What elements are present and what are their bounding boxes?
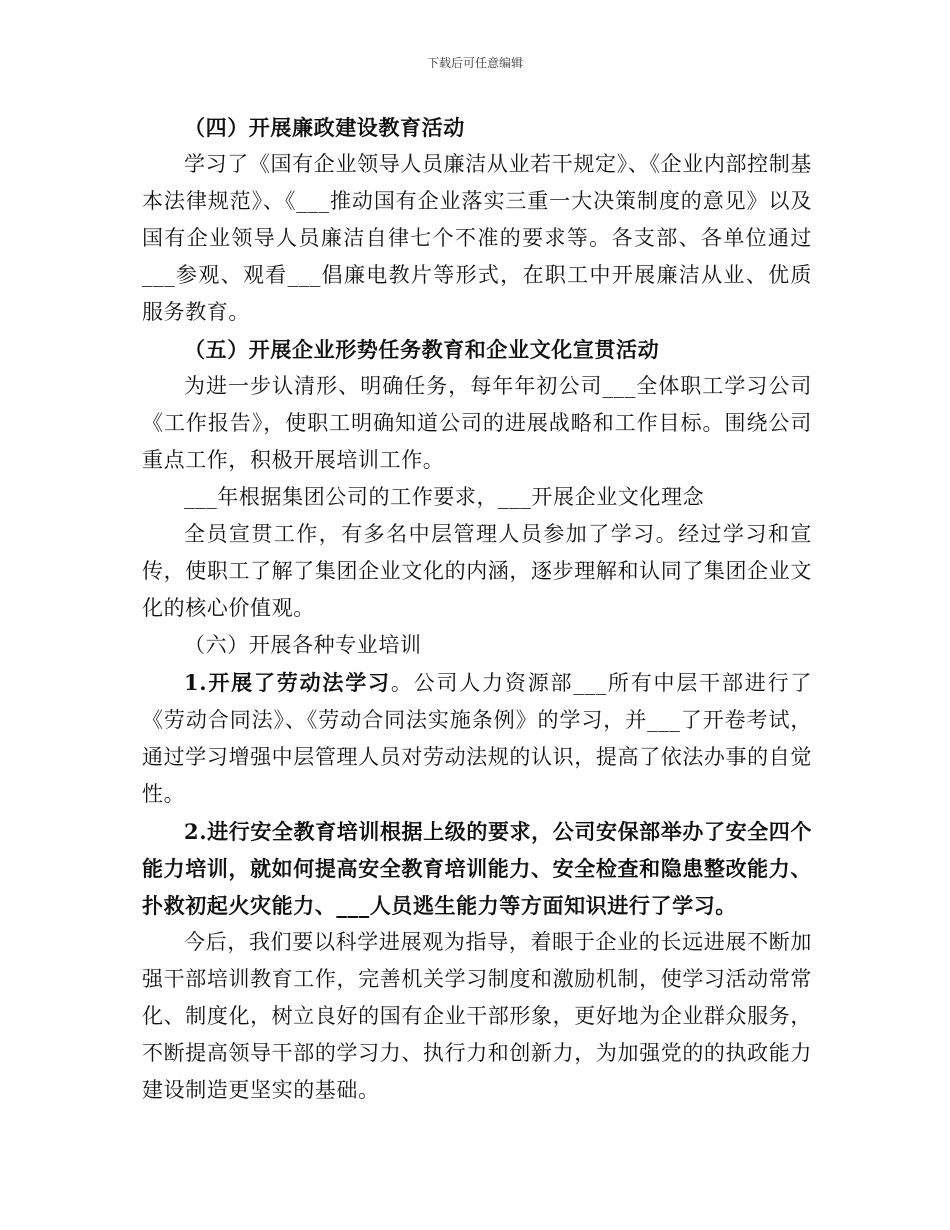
- section-5-paragraph-1: 为进一步认清形、明确任务，每年年初公司___全体职工学习公司《工作报告》，使职工明确知道公司的进展战略和工作目标。围绕公司重点工作，积极开展培训工作。: [142, 374, 812, 472]
- item-1-title: 1.开展了劳动法学习: [184, 670, 391, 695]
- section-heading-5: （五）开展企业形势任务教育和企业文化宣贯活动: [184, 337, 660, 362]
- section-6-item-1: [142, 664, 812, 813]
- closing-paragraph: 今后，我们要以科学进展观为指导，着眼于企业的长远进展不断加强干部培训教育工作，完善机关学习制度和激励机制，使学习活动常常化、制度化，树立良好的国有企业干部形象，更好地为企业群众服务，不断提高领导干部的学习力、执行力和创新力，为加强党的的执政能力建设制造更坚实的基础。: [142, 930, 812, 1102]
- document-body: [142, 109, 812, 1109]
- section-6-item-2: 2.进行安全教育培训根据上级的要求，公司安保部举办了安全四个能力培训，就如何提高安全教育培训能力、安全检查和隐患整改能力、扑救初起火灾能力、___人员逃生能力等方面知识进行了学习。: [142, 819, 812, 918]
- section-heading-6: （六）开展各种专业培训: [184, 633, 422, 657]
- page-header: 下载后可任意编辑: [426, 56, 523, 70]
- section-heading-4: （四）开展廉政建设教育活动: [184, 115, 465, 140]
- item-1-text: 。公司人力资源部___所有中层干部进行了《劳动合同法》、《劳动合同法实施条例》的学习，并___了开卷考试，通过学习增强中层管理人员对劳动法规的认识，提高了依法办事的自觉性。: [142, 671, 812, 806]
- section-5-paragraph-3: 全员宣贯工作，有多名中层管理人员参加了学习。经过学习和宣传，使职工了解了集团企业文化的内涵，逐步理解和认同了集团企业文化的核心价值观。: [142, 522, 812, 620]
- section-4-paragraph: 学习了《国有企业领导人员廉洁从业若干规定》、《企业内部控制基本法律规范》、《___推动国有企业落实三重一大决策制度的意见》以及国有企业领导人员廉洁自律七个不准的要求等。各支部、各单位通过___参观、观看___倡廉电教片等形式，在职工中开展廉洁从业、优质服务教育。: [142, 152, 812, 324]
- section-5-paragraph-2: ___年根据集团公司的工作要求，___开展企业文化理念: [184, 485, 705, 509]
